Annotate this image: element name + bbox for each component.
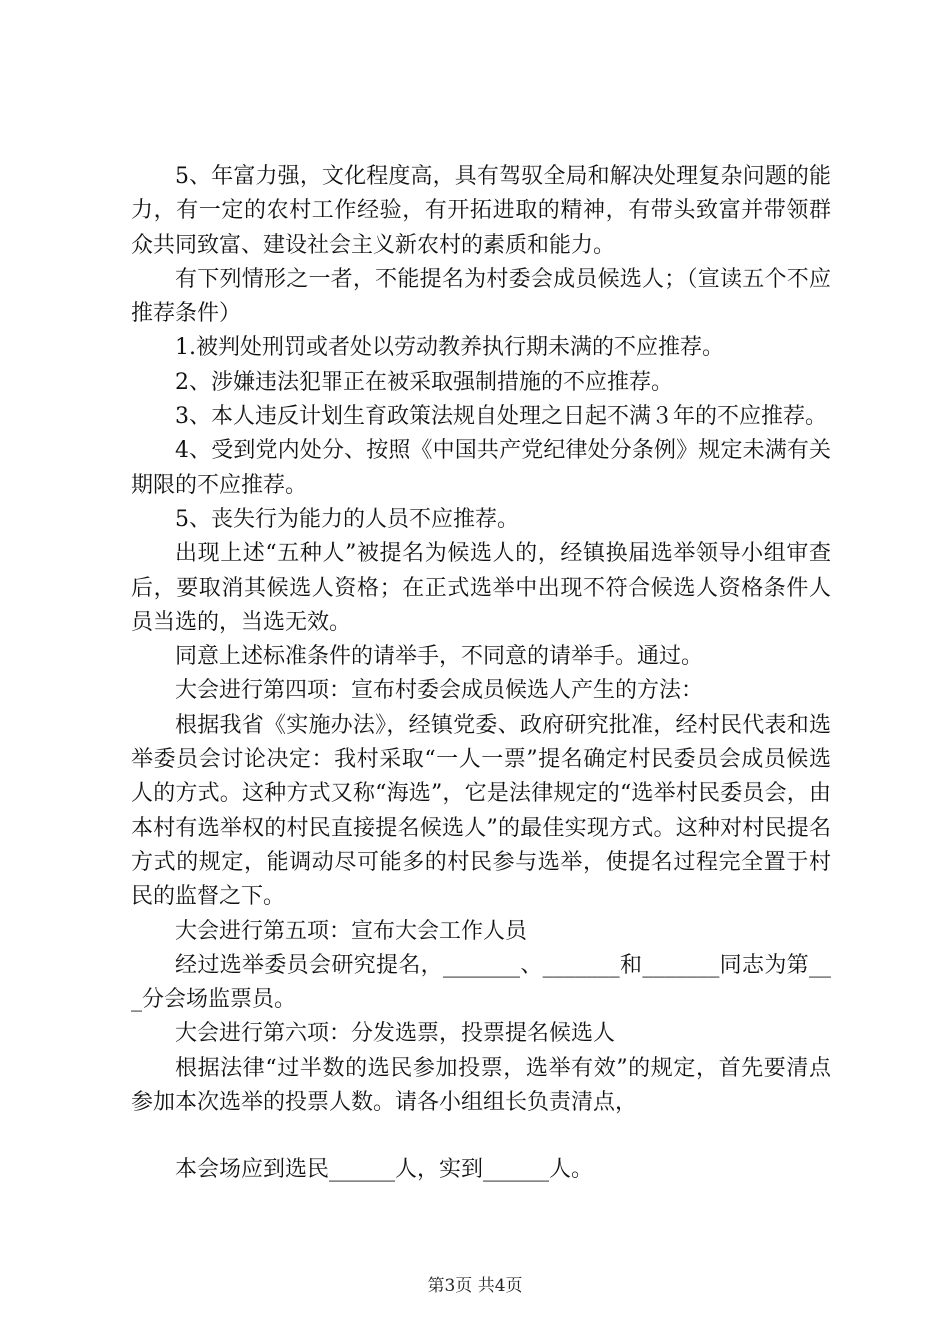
paragraph-nomination-method: 根据我省《实施办法》，经镇党委、政府研究批准，经村民代表和选举委员会讨论决定：我村采取“一人一票”提名确定村民委员会成员候选人的方式。这种方式又称“海选”，它是法律规定的“选举村民委员会，由本村有选举权的村民直接提名候选人”的最佳实现方式。这种对村民提名方式的规定，能调动尽可能多的村民参与选举，使提名过程完全置于村民的监督之下。	[131, 712, 831, 910]
paragraph-attendance: 本会场应到选民______人，实到______人。	[175, 1157, 594, 1183]
paragraph-condition-3: 3、本人违反计划生育政策法规自处理之日起不满３年的不应推荐。	[175, 404, 827, 430]
paragraph-condition-4: 4、受到党内处分、按照《中国共产党纪律处分条例》规定未满有关期限的不应推荐。	[131, 438, 831, 498]
paragraph-count-voters: 根据法律“过半数的选民参加投票，选举有效”的规定，首先要清点参加本次选举的投票人数。请各小组组长负责清点，	[131, 1055, 831, 1116]
paragraph-item-five: 大会进行第五项：宣布大会工作人员	[175, 918, 528, 944]
paragraph-scrutineers: 经过选举委员会研究提名，_______、_______和_______同志为第___分会场监票员。	[131, 952, 831, 1013]
paragraph-condition-2: 2、涉嫌违法犯罪正在被采取强制措施的不应推荐。	[175, 369, 673, 395]
paragraph-item-four: 大会进行第四项：宣布村委会成员候选人产生的方法：	[175, 678, 704, 704]
paragraph-qualification-5: 5、年富力强，文化程度高，具有驾驭全局和解决处理复杂问题的能力，有一定的农村工作经验，有开拓进取的精神，有带头致富并带领群众共同致富、建设社会主义新农村的素质和能力。	[131, 164, 831, 258]
paragraph-five-types: 出现上述“五种人”被提名为候选人的，经镇换届选举领导小组审查后，要取消其候选人资格；在正式选举中出现不符合候选人资格条件人员当选的，当选无效。	[131, 541, 831, 635]
paragraph-item-six: 大会进行第六项：分发选票，投票提名候选人	[175, 1021, 616, 1047]
paragraph-vote-agree: 同意上述标准条件的请举手，不同意的请举手。通过。	[175, 644, 704, 670]
document-body	[131, 160, 831, 1188]
paragraph-disqualification-intro: 有下列情形之一者，不能提名为村委会成员候选人；（宣读五个不应推荐条件）	[131, 266, 831, 327]
paragraph-condition-1: 1.被判处刑罚或者处以劳动教养执行期未满的不应推荐。	[175, 335, 724, 361]
paragraph-condition-5: 5、丧失行为能力的人员不应推荐。	[175, 506, 519, 532]
page-footer: 第3页 共4页	[427, 1276, 523, 1296]
